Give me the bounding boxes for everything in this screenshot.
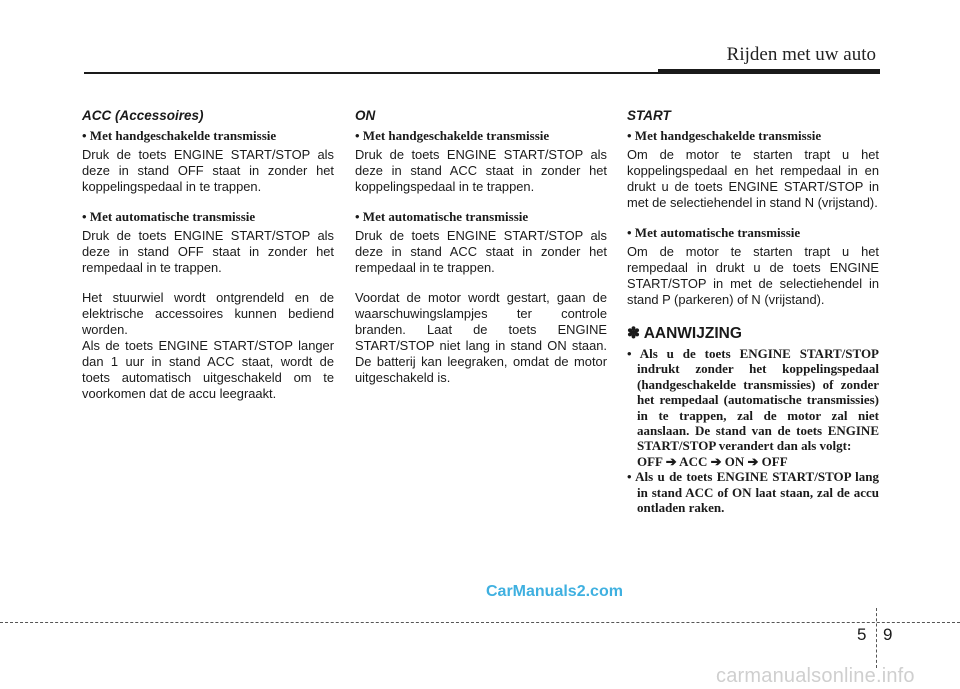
note-item: • Als u de toets ENGINE START/STOP lang in stand ACC of ON laat staan, zal de accu ontladen raken. [627,469,879,516]
footer-watermark: carmanualsonline.info [716,665,915,687]
paragraph-manual: Druk de toets ENGINE START/STOP als deze in stand OFF staat in zonder het koppelingspedaal in te trappen. [82,147,334,194]
paragraph-automatic: Om de motor te starten trapt u het rempedaal in drukt u de toets ENGINE START/STOP in met de selectiehendel in stand P (parkeren) of N (vrijstand). [627,244,879,307]
paragraph-automatic: Druk de toets ENGINE START/STOP als deze in stand OFF staat in zonder het rempedaal in te trappen. [82,228,334,275]
paragraph-auto-off: Als de toets ENGINE START/STOP langer dan 1 uur in stand ACC staat, wordt de toets automatisch uitgeschakeld om te voorkomen dat de accu leegraakt. [82,338,334,401]
paragraph-warning-lamps: Voordat de motor wordt gestart, gaan de waarschuwingslampjes ter controle branden. Laat de toets ENGINE START/STOP niet lang in stand ON staan. De batterij kan leegraken, omdat de motor uitgeschakeld is. [355,290,607,385]
subheading-automatic: • Met automatische transmissie [82,209,256,224]
header-rule-accent [658,69,880,74]
column-acc [82,108,334,416]
subheading-manual: • Met handgeschakelde transmissie [82,128,277,143]
chapter-title: Rijden met uw auto [726,44,876,65]
footer-divider [876,608,877,668]
subheading-automatic: • Met automatische transmissie [355,209,529,224]
note-sequence: OFF ➔ ACC ➔ ON ➔ OFF [637,453,788,469]
note-item-text: • Als u de toets ENGINE START/STOP indrukt zonder het koppelingspedaal (handgeschakelde transmissies) of zonder het rempedaal (automatische transmissies) in te trappen, zal de motor zal niet aanslaan. De stand van de toets ENGINE START/STOP verandert dan als volgt: [627,346,879,454]
note-heading: ✽ AANWIJZING [627,325,742,342]
section-title-start: START [627,108,671,123]
header-rule [84,72,664,74]
page-number: 9 [883,625,893,644]
paragraph-steering-unlock: Het stuurwiel wordt ontgrendeld en de elektrische accessoires kunnen bediend worden. [82,290,334,337]
footer-rule [0,622,960,623]
column-on [355,108,607,400]
paragraph-manual: Om de motor te starten trapt u het koppelingspedaal en het rempedaal in en drukt u de toets ENGINE START/STOP in met de selectiehendel in stand N (vrijstand). [627,147,879,210]
column-start [627,108,879,515]
note-item [627,346,879,469]
paragraph-manual: Druk de toets ENGINE START/STOP als deze in stand ACC staat in zonder het koppelingspedaal in te trappen. [355,147,607,194]
section-title-acc: ACC (Accessoires) [82,108,204,123]
paragraph-automatic: Druk de toets ENGINE START/STOP als deze in stand ACC staat in zonder het rempedaal in te trappen. [355,228,607,275]
site-watermark-link[interactable]: CarManuals2.com [486,583,623,600]
chapter-number: 5 [857,625,867,644]
section-title-on: ON [355,108,376,123]
subheading-manual: • Met handgeschakelde transmissie [355,128,550,143]
subheading-automatic: • Met automatische transmissie [627,225,801,240]
subheading-manual: • Met handgeschakelde transmissie [627,128,822,143]
